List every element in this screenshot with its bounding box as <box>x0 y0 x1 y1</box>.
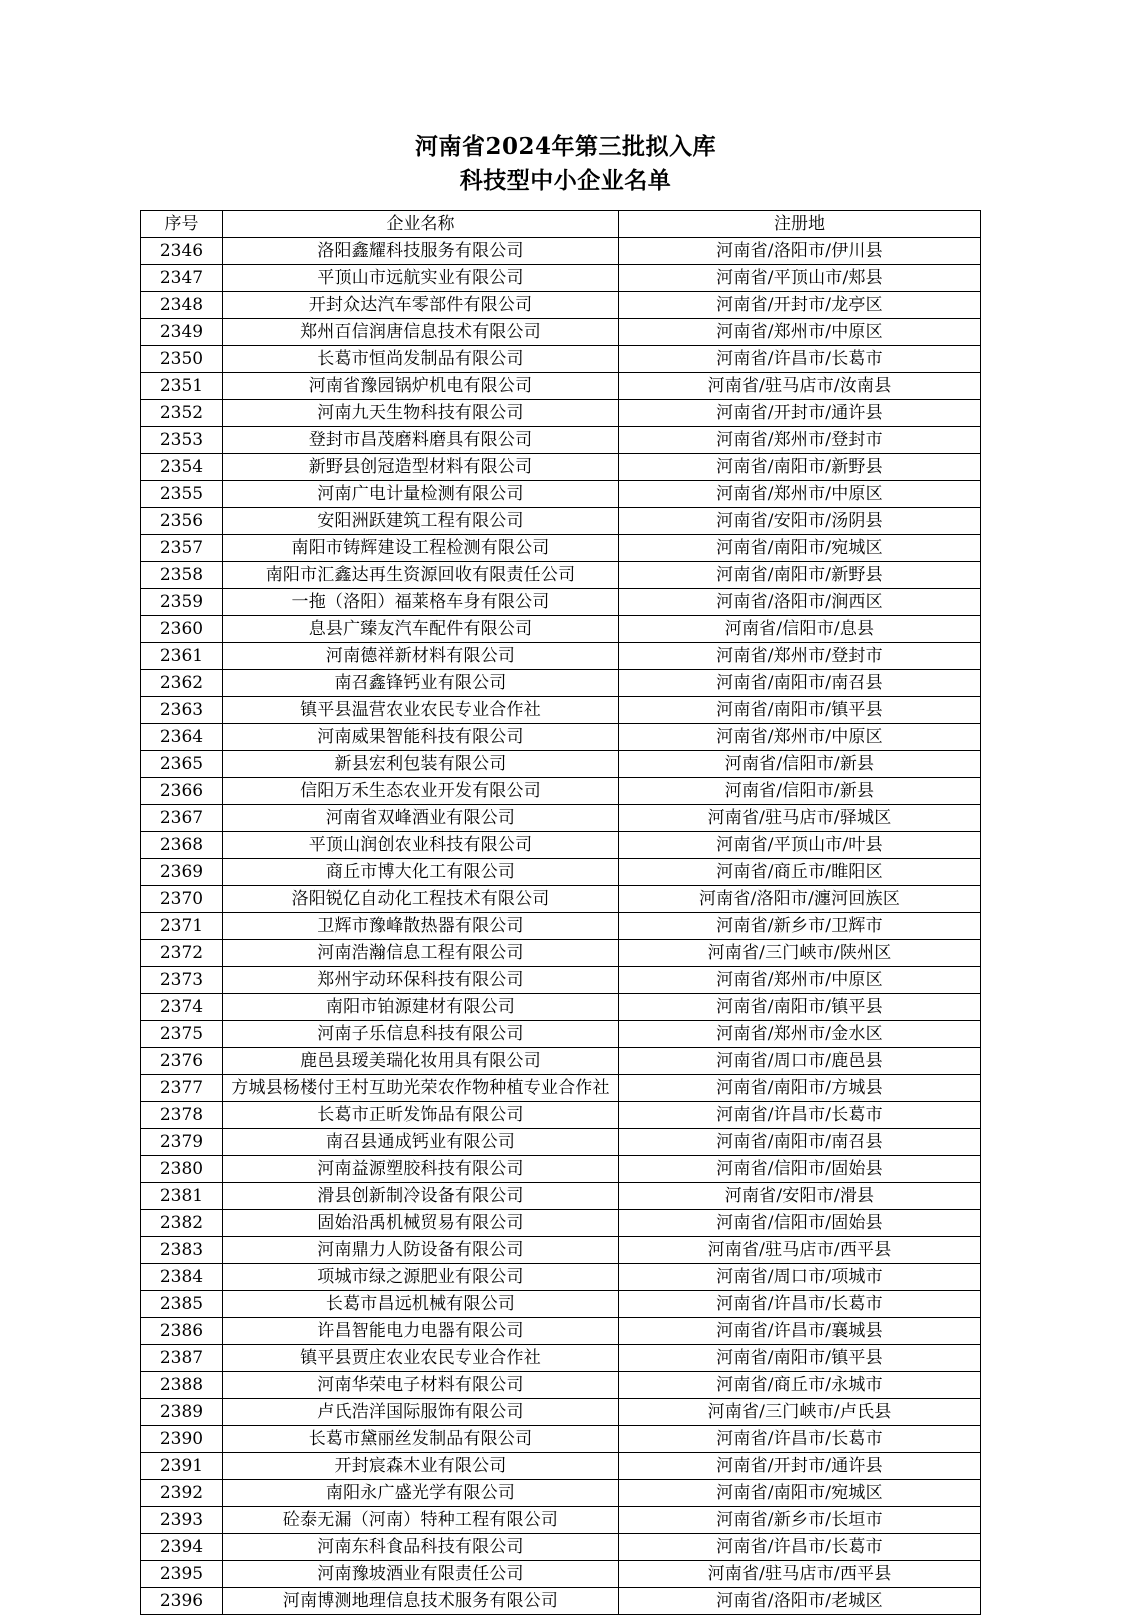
cell-index: 2393 <box>141 1507 223 1534</box>
cell-registration-place: 河南省/开封市/通许县 <box>619 1453 981 1480</box>
cell-registration-place: 河南省/三门峡市/陕州区 <box>619 940 981 967</box>
table-row <box>141 616 981 643</box>
cell-registration-place: 河南省/驻马店市/驿城区 <box>619 805 981 832</box>
cell-registration-place: 河南省/南阳市/宛城区 <box>619 535 981 562</box>
cell-enterprise-name: 南阳市汇鑫达再生资源回收有限责任公司 <box>223 562 619 589</box>
cell-registration-place: 河南省/安阳市/滑县 <box>619 1183 981 1210</box>
cell-registration-place: 河南省/开封市/通许县 <box>619 400 981 427</box>
table-row <box>141 1345 981 1372</box>
cell-registration-place: 河南省/洛阳市/伊川县 <box>619 238 981 265</box>
table-row <box>141 1129 981 1156</box>
cell-registration-place: 河南省/驻马店市/汝南县 <box>619 373 981 400</box>
table-row <box>141 1021 981 1048</box>
cell-registration-place: 河南省/许昌市/长葛市 <box>619 1102 981 1129</box>
cell-index: 2363 <box>141 697 223 724</box>
cell-index: 2347 <box>141 265 223 292</box>
table-row <box>141 373 981 400</box>
cell-registration-place: 河南省/洛阳市/瀍河回族区 <box>619 886 981 913</box>
cell-registration-place: 河南省/商丘市/睢阳区 <box>619 859 981 886</box>
cell-registration-place: 河南省/郑州市/登封市 <box>619 643 981 670</box>
cell-index: 2360 <box>141 616 223 643</box>
cell-enterprise-name: 河南广电计量检测有限公司 <box>223 481 619 508</box>
cell-enterprise-name: 河南九天生物科技有限公司 <box>223 400 619 427</box>
cell-enterprise-name: 开封众达汽车零部件有限公司 <box>223 292 619 319</box>
cell-index: 2373 <box>141 967 223 994</box>
page-title-line-2: 科技型中小企业名单 <box>459 167 672 194</box>
cell-registration-place: 河南省/洛阳市/涧西区 <box>619 589 981 616</box>
cell-registration-place: 河南省/郑州市/中原区 <box>619 481 981 508</box>
cell-enterprise-name: 南阳市铂源建材有限公司 <box>223 994 619 1021</box>
column-header-index: 序号 <box>141 211 223 238</box>
table-row <box>141 805 981 832</box>
cell-index: 2365 <box>141 751 223 778</box>
table-row <box>141 1048 981 1075</box>
cell-enterprise-name: 长葛市恒尚发制品有限公司 <box>223 346 619 373</box>
table-row <box>141 265 981 292</box>
cell-enterprise-name: 方城县杨楼付王村互助光荣农作物种植专业合作社 <box>223 1075 619 1102</box>
table-row <box>141 1318 981 1345</box>
table-row <box>141 427 981 454</box>
cell-index: 2384 <box>141 1264 223 1291</box>
cell-enterprise-name: 长葛市昌远机械有限公司 <box>223 1291 619 1318</box>
cell-index: 2378 <box>141 1102 223 1129</box>
cell-index: 2380 <box>141 1156 223 1183</box>
page-title-line-1: 河南省2024年第三批拟入库 <box>414 133 716 160</box>
cell-index: 2372 <box>141 940 223 967</box>
cell-enterprise-name: 平顶山市远航实业有限公司 <box>223 265 619 292</box>
table-row <box>141 535 981 562</box>
cell-registration-place: 河南省/商丘市/永城市 <box>619 1372 981 1399</box>
cell-index: 2375 <box>141 1021 223 1048</box>
table-row <box>141 589 981 616</box>
cell-enterprise-name: 镇平县温营农业农民专业合作社 <box>223 697 619 724</box>
cell-enterprise-name: 河南益源塑胶科技有限公司 <box>223 1156 619 1183</box>
cell-index: 2388 <box>141 1372 223 1399</box>
cell-enterprise-name: 河南东科食品科技有限公司 <box>223 1534 619 1561</box>
cell-index: 2396 <box>141 1588 223 1615</box>
table-row <box>141 886 981 913</box>
cell-registration-place: 河南省/郑州市/中原区 <box>619 319 981 346</box>
cell-enterprise-name: 河南子乐信息科技有限公司 <box>223 1021 619 1048</box>
cell-registration-place: 河南省/信阳市/固始县 <box>619 1156 981 1183</box>
cell-index: 2361 <box>141 643 223 670</box>
cell-registration-place: 河南省/南阳市/镇平县 <box>619 994 981 1021</box>
table-body <box>141 238 981 1615</box>
cell-enterprise-name: 信阳万禾生态农业开发有限公司 <box>223 778 619 805</box>
table-row <box>141 1237 981 1264</box>
cell-index: 2367 <box>141 805 223 832</box>
cell-enterprise-name: 平顶山润创农业科技有限公司 <box>223 832 619 859</box>
cell-registration-place: 河南省/南阳市/镇平县 <box>619 697 981 724</box>
cell-registration-place: 河南省/周口市/鹿邑县 <box>619 1048 981 1075</box>
cell-registration-place: 河南省/郑州市/中原区 <box>619 967 981 994</box>
cell-index: 2395 <box>141 1561 223 1588</box>
table-row <box>141 832 981 859</box>
cell-index: 2377 <box>141 1075 223 1102</box>
table-row <box>141 670 981 697</box>
table-row <box>141 1156 981 1183</box>
cell-index: 2353 <box>141 427 223 454</box>
cell-index: 2359 <box>141 589 223 616</box>
cell-enterprise-name: 鹿邑县瑷美瑞化妆用具有限公司 <box>223 1048 619 1075</box>
cell-index: 2364 <box>141 724 223 751</box>
cell-enterprise-name: 长葛市正昕发饰品有限公司 <box>223 1102 619 1129</box>
table-row <box>141 1480 981 1507</box>
table-row <box>141 1291 981 1318</box>
cell-enterprise-name: 镇平县贾庄农业农民专业合作社 <box>223 1345 619 1372</box>
table-row <box>141 967 981 994</box>
cell-registration-place: 河南省/南阳市/新野县 <box>619 454 981 481</box>
cell-enterprise-name: 河南浩瀚信息工程有限公司 <box>223 940 619 967</box>
cell-registration-place: 河南省/洛阳市/老城区 <box>619 1588 981 1615</box>
cell-enterprise-name: 项城市绿之源肥业有限公司 <box>223 1264 619 1291</box>
cell-index: 2355 <box>141 481 223 508</box>
cell-enterprise-name: 息县广臻友汽车配件有限公司 <box>223 616 619 643</box>
cell-registration-place: 河南省/南阳市/方城县 <box>619 1075 981 1102</box>
column-header-enterprise-name: 企业名称 <box>223 211 619 238</box>
cell-registration-place: 河南省/信阳市/息县 <box>619 616 981 643</box>
cell-enterprise-name: 郑州百信润唐信息技术有限公司 <box>223 319 619 346</box>
table-row <box>141 1399 981 1426</box>
cell-enterprise-name: 新野县创冠造型材料有限公司 <box>223 454 619 481</box>
cell-enterprise-name: 开封宸森木业有限公司 <box>223 1453 619 1480</box>
cell-index: 2352 <box>141 400 223 427</box>
cell-registration-place: 河南省/平顶山市/郏县 <box>619 265 981 292</box>
cell-registration-place: 河南省/南阳市/宛城区 <box>619 1480 981 1507</box>
cell-index: 2389 <box>141 1399 223 1426</box>
cell-registration-place: 河南省/许昌市/长葛市 <box>619 1426 981 1453</box>
cell-enterprise-name: 南阳市铸辉建设工程检测有限公司 <box>223 535 619 562</box>
page-title <box>140 130 991 198</box>
table-row <box>141 1183 981 1210</box>
cell-enterprise-name: 登封市昌茂磨料磨具有限公司 <box>223 427 619 454</box>
table-row <box>141 751 981 778</box>
table-row <box>141 454 981 481</box>
cell-index: 2346 <box>141 238 223 265</box>
cell-index: 2350 <box>141 346 223 373</box>
table-row <box>141 913 981 940</box>
table-row <box>141 346 981 373</box>
table-row <box>141 292 981 319</box>
cell-registration-place: 河南省/安阳市/汤阴县 <box>619 508 981 535</box>
table-row <box>141 778 981 805</box>
cell-enterprise-name: 河南省双峰酒业有限公司 <box>223 805 619 832</box>
cell-enterprise-name: 卢氏浩洋国际服饰有限公司 <box>223 1399 619 1426</box>
cell-registration-place: 河南省/平顶山市/叶县 <box>619 832 981 859</box>
cell-enterprise-name: 河南豫坡酒业有限责任公司 <box>223 1561 619 1588</box>
cell-index: 2351 <box>141 373 223 400</box>
enterprise-list-table <box>140 210 981 1615</box>
cell-registration-place: 河南省/许昌市/襄城县 <box>619 1318 981 1345</box>
cell-enterprise-name: 许昌智能电力电器有限公司 <box>223 1318 619 1345</box>
cell-index: 2387 <box>141 1345 223 1372</box>
table-row <box>141 940 981 967</box>
cell-registration-place: 河南省/新乡市/卫辉市 <box>619 913 981 940</box>
cell-registration-place: 河南省/南阳市/镇平县 <box>619 1345 981 1372</box>
table-row <box>141 1534 981 1561</box>
table-row <box>141 697 981 724</box>
table-row <box>141 724 981 751</box>
cell-index: 2385 <box>141 1291 223 1318</box>
cell-registration-place: 河南省/驻马店市/西平县 <box>619 1237 981 1264</box>
cell-registration-place: 河南省/南阳市/新野县 <box>619 562 981 589</box>
cell-registration-place: 河南省/新乡市/长垣市 <box>619 1507 981 1534</box>
cell-index: 2379 <box>141 1129 223 1156</box>
cell-enterprise-name: 卫辉市豫峰散热器有限公司 <box>223 913 619 940</box>
table-row <box>141 238 981 265</box>
table-row <box>141 1588 981 1615</box>
cell-index: 2354 <box>141 454 223 481</box>
cell-registration-place: 河南省/郑州市/金水区 <box>619 1021 981 1048</box>
cell-enterprise-name: 河南华荣电子材料有限公司 <box>223 1372 619 1399</box>
cell-index: 2371 <box>141 913 223 940</box>
cell-registration-place: 河南省/许昌市/长葛市 <box>619 1291 981 1318</box>
table-row <box>141 643 981 670</box>
cell-enterprise-name: 河南鼎力人防设备有限公司 <box>223 1237 619 1264</box>
cell-index: 2348 <box>141 292 223 319</box>
cell-enterprise-name: 固始沿禹机械贸易有限公司 <box>223 1210 619 1237</box>
table-row <box>141 1210 981 1237</box>
cell-index: 2381 <box>141 1183 223 1210</box>
table-row <box>141 1453 981 1480</box>
cell-index: 2374 <box>141 994 223 1021</box>
cell-enterprise-name: 洛阳鑫耀科技服务有限公司 <box>223 238 619 265</box>
cell-enterprise-name: 滑县创新制冷设备有限公司 <box>223 1183 619 1210</box>
column-header-registration-place: 注册地 <box>619 211 981 238</box>
cell-index: 2390 <box>141 1426 223 1453</box>
cell-index: 2358 <box>141 562 223 589</box>
cell-index: 2386 <box>141 1318 223 1345</box>
cell-enterprise-name: 河南省豫园锅炉机电有限公司 <box>223 373 619 400</box>
cell-registration-place: 河南省/郑州市/登封市 <box>619 427 981 454</box>
cell-enterprise-name: 南召鑫锋钙业有限公司 <box>223 670 619 697</box>
table-row <box>141 400 981 427</box>
cell-registration-place: 河南省/周口市/项城市 <box>619 1264 981 1291</box>
cell-index: 2362 <box>141 670 223 697</box>
cell-index: 2382 <box>141 1210 223 1237</box>
cell-enterprise-name: 河南德祥新材料有限公司 <box>223 643 619 670</box>
cell-registration-place: 河南省/开封市/龙亭区 <box>619 292 981 319</box>
cell-enterprise-name: 郑州宇动环保科技有限公司 <box>223 967 619 994</box>
cell-index: 2376 <box>141 1048 223 1075</box>
cell-enterprise-name: 南召县通成钙业有限公司 <box>223 1129 619 1156</box>
cell-index: 2356 <box>141 508 223 535</box>
cell-registration-place: 河南省/郑州市/中原区 <box>619 724 981 751</box>
table-row <box>141 481 981 508</box>
cell-enterprise-name: 砼泰无漏（河南）特种工程有限公司 <box>223 1507 619 1534</box>
cell-registration-place: 河南省/信阳市/新县 <box>619 778 981 805</box>
table-row <box>141 1372 981 1399</box>
cell-index: 2383 <box>141 1237 223 1264</box>
table-row <box>141 319 981 346</box>
cell-enterprise-name: 商丘市博大化工有限公司 <box>223 859 619 886</box>
cell-enterprise-name: 南阳永广盛光学有限公司 <box>223 1480 619 1507</box>
cell-index: 2392 <box>141 1480 223 1507</box>
cell-index: 2366 <box>141 778 223 805</box>
cell-registration-place: 河南省/信阳市/新县 <box>619 751 981 778</box>
table-row <box>141 1102 981 1129</box>
cell-enterprise-name: 新县宏利包装有限公司 <box>223 751 619 778</box>
table-header-row <box>141 211 981 238</box>
cell-registration-place: 河南省/南阳市/南召县 <box>619 670 981 697</box>
cell-registration-place: 河南省/许昌市/长葛市 <box>619 1534 981 1561</box>
cell-index: 2368 <box>141 832 223 859</box>
table-row <box>141 562 981 589</box>
table-row <box>141 994 981 1021</box>
cell-index: 2391 <box>141 1453 223 1480</box>
cell-enterprise-name: 河南威果智能科技有限公司 <box>223 724 619 751</box>
table-row <box>141 859 981 886</box>
cell-registration-place: 河南省/信阳市/固始县 <box>619 1210 981 1237</box>
cell-enterprise-name: 长葛市黛丽丝发制品有限公司 <box>223 1426 619 1453</box>
cell-index: 2394 <box>141 1534 223 1561</box>
table-row <box>141 1507 981 1534</box>
table-row <box>141 1426 981 1453</box>
cell-enterprise-name: 一拖（洛阳）福莱格车身有限公司 <box>223 589 619 616</box>
cell-index: 2370 <box>141 886 223 913</box>
cell-enterprise-name: 安阳洲跃建筑工程有限公司 <box>223 508 619 535</box>
cell-registration-place: 河南省/驻马店市/西平县 <box>619 1561 981 1588</box>
cell-index: 2349 <box>141 319 223 346</box>
table-row <box>141 1075 981 1102</box>
cell-registration-place: 河南省/许昌市/长葛市 <box>619 346 981 373</box>
table-row <box>141 508 981 535</box>
table-row <box>141 1561 981 1588</box>
cell-enterprise-name: 河南博测地理信息技术服务有限公司 <box>223 1588 619 1615</box>
cell-index: 2369 <box>141 859 223 886</box>
cell-registration-place: 河南省/南阳市/南召县 <box>619 1129 981 1156</box>
table-row <box>141 1264 981 1291</box>
cell-enterprise-name: 洛阳锐亿自动化工程技术有限公司 <box>223 886 619 913</box>
cell-index: 2357 <box>141 535 223 562</box>
cell-registration-place: 河南省/三门峡市/卢氏县 <box>619 1399 981 1426</box>
